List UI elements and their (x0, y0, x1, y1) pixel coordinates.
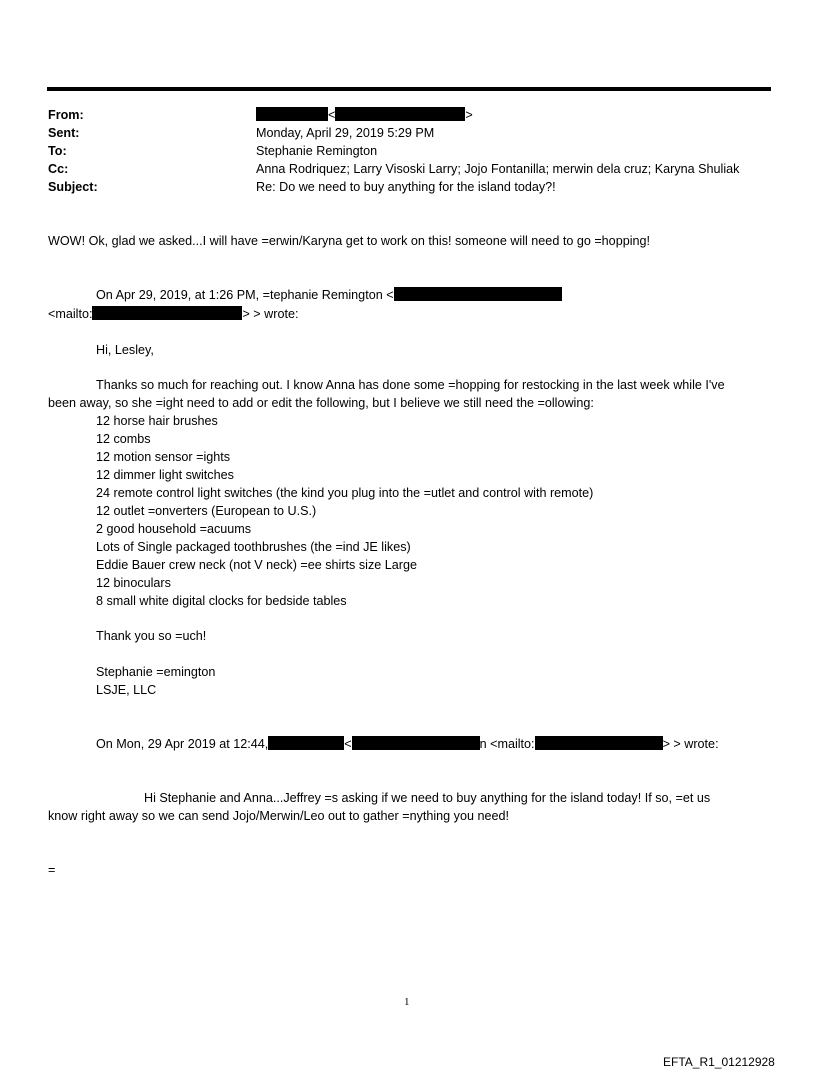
redaction-block (335, 107, 465, 121)
to-value: Stephanie Remington (256, 144, 378, 158)
quote1-mailto-text: <mailto: (48, 307, 93, 321)
reply-text: WOW! Ok, glad we asked...I will have =erwin/Karyna get to work on this! someone will need to go =hopping! (48, 234, 651, 248)
list-item: 12 dimmer light switches (96, 468, 234, 482)
sent-value: Monday, April 29, 2019 5:29 PM (256, 126, 435, 140)
list-item: Lots of Single packaged toothbrushes (the =ind JE likes) (96, 540, 411, 554)
quote2-intro-text: On Mon, 29 Apr 2019 at 12:44, (96, 737, 269, 751)
from-lt: < (328, 108, 336, 122)
list-item: 12 combs (96, 432, 151, 446)
subject-label: Subject: (48, 180, 98, 194)
list-item: 12 motion sensor =ights (96, 450, 231, 464)
from-gt: > (465, 108, 473, 122)
to-label: To: (48, 144, 67, 158)
header-rule (47, 87, 771, 91)
list-item: 12 outlet =onverters (European to U.S.) (96, 504, 317, 518)
quote1-mailto (48, 306, 298, 323)
sent-label: Sent: (48, 126, 80, 140)
signature-name: Stephanie =emington (96, 665, 216, 679)
from-value (256, 107, 473, 124)
list-item: 12 binoculars (96, 576, 171, 590)
list-item: Eddie Bauer crew neck (not V neck) =ee shirts size Large (96, 558, 417, 572)
thanks-line: Thank you so =uch! (96, 629, 207, 643)
signature-company: LSJE, LLC (96, 683, 157, 697)
quote2-line1: Hi Stephanie and Anna...Jeffrey =s asking if we need to buy anything for the island today! If so, =et us (144, 791, 711, 805)
redaction-block (535, 736, 663, 750)
quote1-intro-text: On Apr 29, 2019, at 1:26 PM, =tephanie Remington < (96, 288, 394, 302)
cc-value: Anna Rodriquez; Larry Visoski Larry; Jojo Fontanilla; merwin dela cruz; Karyna Shuliak (256, 162, 740, 176)
greeting: Hi, Lesley, (96, 343, 154, 357)
quote2-lt: < (344, 737, 352, 751)
redaction-block (394, 287, 562, 301)
para-line2: been away, so she =ight need to add or edit the following, but I believe we still need the =ollowing: (48, 396, 594, 410)
quote1-intro (96, 287, 562, 304)
quote2-mailto: n <mailto: (479, 737, 535, 751)
quote2-intro (96, 736, 719, 753)
trailing-equals: = (48, 863, 56, 877)
subject-value: Re: Do we need to buy anything for the island today?! (256, 180, 556, 194)
from-label: From: (48, 108, 84, 122)
document-id: EFTA_R1_01212928 (663, 1055, 775, 1069)
quote1-wrote: > > wrote: (242, 307, 299, 321)
list-item: 24 remote control light switches (the kind you plug into the =utlet and control with remote) (96, 486, 594, 500)
list-item: 8 small white digital clocks for bedside tables (96, 594, 347, 608)
redaction-block (268, 736, 344, 750)
quote2-wrote: > > wrote: (662, 737, 719, 751)
cc-label: Cc: (48, 162, 69, 176)
list-item: 12 horse hair brushes (96, 414, 218, 428)
para-line1: Thanks so much for reaching out. I know Anna has done some =hopping for restocking in the last week while I've (96, 378, 725, 392)
list-item: 2 good household =acuums (96, 522, 252, 536)
quote2-line2: know right away so we can send Jojo/Merwin/Leo out to gather =nything you need! (48, 809, 510, 823)
redaction-block (92, 306, 242, 320)
redaction-block (352, 736, 480, 750)
redaction-block (256, 107, 328, 121)
page-number: 1 (404, 996, 410, 1008)
